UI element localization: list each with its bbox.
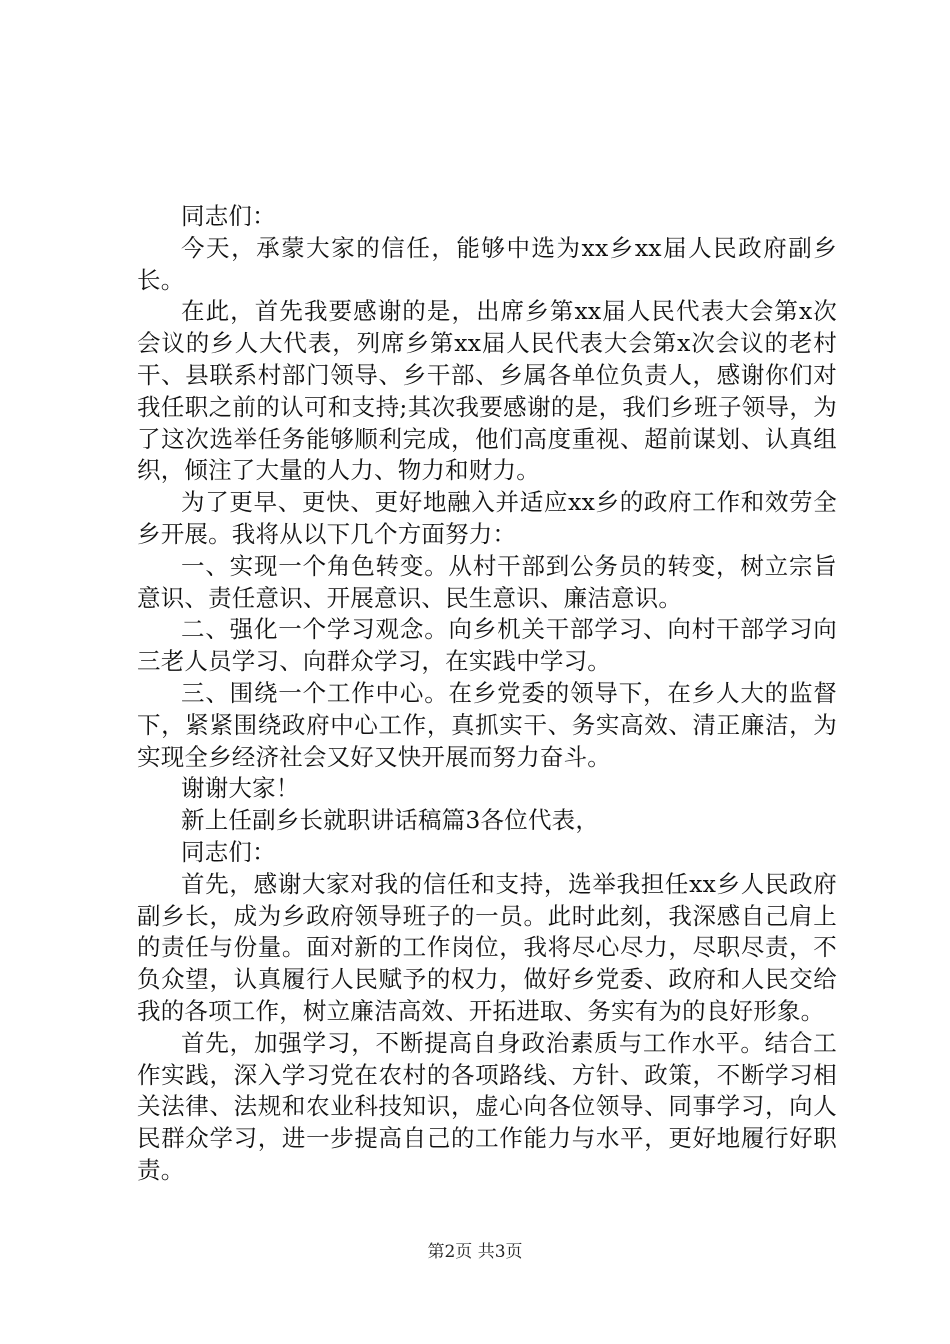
paragraph-salutation: 同志们： <box>181 202 276 230</box>
paragraph-closing: 谢谢大家！ <box>181 774 300 803</box>
paragraph-point-one: 一、实现一个角色转变。从村干部到公务员的转变，树立宗旨意识、责任意识、开展意识、民生意识、廉洁意识。 <box>137 551 837 612</box>
document-body <box>137 201 837 1187</box>
paragraph-thanks: 在此，首先我要感谢的是，出席乡第xx届人民代表大会第x次会议的乡人大代表，列席乡第xx届人民代表大会第x次会议的老村干、县联系村部门领导、乡干部、乡属各单位负责人，感谢你们对我任职之前的认可和支持;其次我要感谢的是，我们乡班子领导，为了这次选举任务能够顺利完成，他们高度重视、超前谋划、认真组织，倾注了大量的人力、物力和财力。 <box>137 297 837 485</box>
paragraph-gratitude: 首先，感谢大家对我的信任和支持，选举我担任xx乡人民政府副乡长，成为乡政府领导班子的一员。此时此刻，我深感自己肩上的责任与份量。面对新的工作岗位，我将尽心尽力，尽职尽责，不负众望，认真履行人民赋予的权力，做好乡党委、政府和人民交给我的各项工作，树立廉洁高效、开拓进取、务实有为的良好形象。 <box>137 869 837 1025</box>
paragraph-intent: 为了更早、更快、更好地融入并适应xx乡的政府工作和效劳全乡开展。我将从以下几个方面努力： <box>137 488 837 548</box>
paragraph-speech-3-title: 新上任副乡长就职讲话稿篇3各位代表， <box>181 806 600 835</box>
paragraph-study: 首先，加强学习，不断提高自身政治素质与工作水平。结合工作实践，深入学习党在农村的各项路线、方针、政策，不断学习相关法律、法规和农业科技知识，虚心向各位领导、同事学习，向人民群众学习，进一步提高自己的工作能力与水平，更好地履行好职责。 <box>137 1028 837 1184</box>
paragraph-election: 今天，承蒙大家的信任，能够中选为xx乡xx届人民政府副乡长。 <box>137 233 837 294</box>
paragraph-point-three: 三、围绕一个工作中心。在乡党委的领导下，在乡人大的监督下，紧紧围绕政府中心工作，真抓实干、务实高效、清正廉洁，为实现全乡经济社会又好又快开展而努力奋斗。 <box>137 678 837 771</box>
paragraph-point-two: 二、强化一个学习观念。向乡机关干部学习、向村干部学习向三老人员学习、向群众学习，在实践中学习。 <box>137 615 837 676</box>
paragraph-salutation-2: 同志们： <box>181 837 276 866</box>
page-footer: 第2页 共3页 <box>427 1242 523 1262</box>
